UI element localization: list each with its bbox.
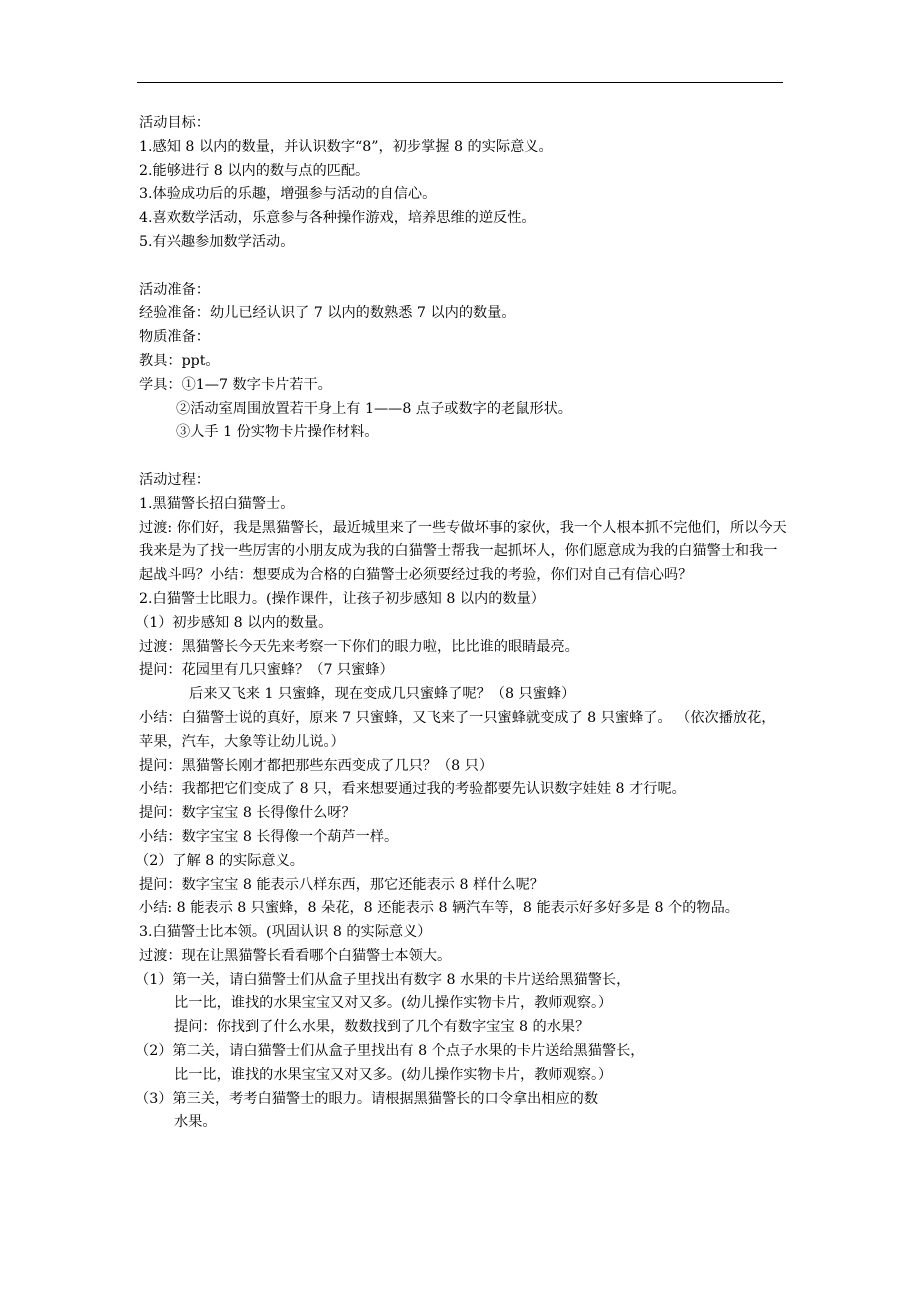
section-line: 提问：数字宝宝 8 能表示八样东西，那它还能表示 8 样什么呢？: [139, 876, 544, 893]
section-line: 小结：数字宝宝 8 长得像一个葫芦一样。: [139, 828, 399, 845]
prep-teacher-tools: 教具：ppt。: [139, 352, 220, 369]
goal-item: 4.喜欢数学活动，乐意参与各种操作游戏，培养思维的逆反性。: [139, 210, 536, 227]
section-line: 提问：数字宝宝 8 长得像什么呀？: [139, 805, 356, 822]
header-rule: [137, 82, 783, 83]
section-line: 比一比，谁找的水果宝宝又对又多。(幼儿操作实物卡片，教师观察。）: [174, 995, 613, 1012]
section-line: （3）第三关，考考白猫警士的眼力。请根据黑猫警长的口令拿出相应的数: [135, 1090, 599, 1107]
section-line: 提问：黑猫警长刚才都把那些东西变成了几只？（8 只）: [139, 757, 494, 774]
section-line: （1）第一关，请白猫警士们从盒子里找出有数字 8 水果的卡片送给黑猫警长，: [135, 971, 631, 988]
subsection-title: （2）了解 8 的实际意义。: [135, 852, 304, 869]
goal-item: 1.感知 8 以内的数量，并认识数字“8”，初步掌握 8 的实际意义。: [139, 138, 553, 155]
section-line: 提问：花园里有几只蜜蜂？（7 只蜜蜂）: [139, 662, 394, 679]
goal-item: 5.有兴趣参加数学活动。: [139, 233, 295, 250]
section-line: 后来又飞来 1 只蜜蜂，现在变成几只蜜蜂了呢？（8 只蜜蜂）: [189, 686, 576, 703]
spacer: [139, 255, 787, 279]
section-paragraph: 过渡: 你们好，我是黑猫警长，最近城里来了一些专做坏事的家伙，我一个人根本抓不完他们，所以今天我来是为了找一些厉害的小朋友成为我的白猫警士帮我一起抓坏人，你们愿意成为我的白猫警士和我一起战斗吗？小结：想要成为合格的白猫警士必须要经过我的考验，你们对自己有信心吗？: [139, 519, 787, 584]
section-line: 过渡：现在让黑猫警长看看哪个白猫警士本领大。: [139, 947, 452, 964]
document-body: [135, 112, 787, 1135]
process-heading: 活动过程：: [139, 471, 210, 488]
goal-item: 3.体验成功后的乐趣，增强参与活动的自信心。: [139, 186, 437, 203]
section-line: 比一比，谁找的水果宝宝又对又多。(幼儿操作实物卡片，教师观察。）: [174, 1066, 613, 1083]
section-line: 小结：我都把它们变成了 8 只，看来想要通过我的考验都要先认识数字娃娃 8 才行呢。: [139, 781, 686, 798]
prep-student-tool: ③人手 1 份实物卡片操作材料。: [176, 424, 379, 441]
goal-item: 2.能够进行 8 以内的数与点的匹配。: [139, 162, 370, 179]
prep-material-heading: 物质准备：: [139, 329, 210, 346]
section-line: （2）第二关，请白猫警士们从盒子里找出有 8 个点子水果的卡片送给黑猫警长，: [135, 1043, 645, 1060]
prep-student-tool: 学具：①1—7 数字卡片若干。: [139, 376, 332, 393]
spacer: [139, 445, 787, 469]
prep-student-tool: ②活动室周围放置若干身上有 1——8 点子或数字的老鼠形状。: [176, 400, 572, 417]
section-line: 提问：你找到了什么水果，数数找到了几个有数字宝宝 8 的水果？: [174, 1019, 590, 1036]
section-line: 小结: 8 能表示 8 只蜜蜂，8 朵花，8 还能表示 8 辆汽车等，8 能表示好多好多是 8 个的物品。: [139, 900, 739, 917]
section-title: 3.白猫警士比本领。(巩固认识 8 的实际意义）: [139, 924, 432, 941]
prep-experience: 经验准备：幼儿已经认识了 7 以内的数熟悉 7 以内的数量。: [139, 305, 516, 322]
section-line: 过渡：黑猫警长今天先来考察一下你们的眼力啦，比比谁的眼睛最亮。: [139, 638, 579, 655]
section-title: 2.白猫警士比眼力。(操作课件，让孩子初步感知 8 以内的数量）: [139, 590, 545, 607]
section-title: 1.黑猫警长招白猫警士。: [139, 495, 295, 512]
section-line: 水果。: [174, 1114, 217, 1131]
goals-heading: 活动目标：: [139, 115, 210, 131]
prep-heading: 活动准备：: [139, 281, 210, 298]
section-paragraph: 小结：白猫警士说的真好，原来 7 只蜜蜂，又飞来了一只蜜蜂就变成了 8 只蜜蜂了。 （依次播放花，苹果，汽车，大象等让幼儿说。）: [139, 709, 776, 750]
subsection-title: （1）初步感知 8 以内的数量。: [135, 614, 333, 631]
